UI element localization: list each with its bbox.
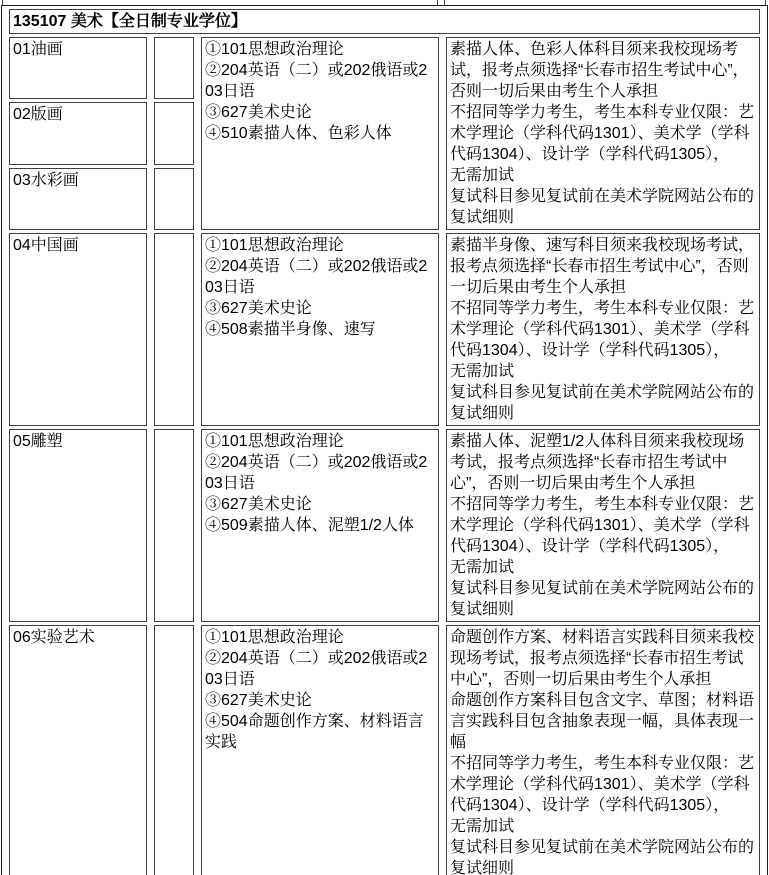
remark-paragraph: 命题创作方案科目包含文字、草图；材料语言实践科目包含抽象表现一幅，具体表现一幅 <box>450 692 755 751</box>
remarks-cell <box>446 37 760 230</box>
program-cell: 06实验艺术 <box>9 625 147 875</box>
exam-subject-line: ③627美术史论 <box>205 104 312 121</box>
table-row <box>9 37 760 99</box>
border-tick <box>444 0 445 5</box>
border-tick <box>437 0 438 5</box>
table-row <box>9 429 760 622</box>
remark-paragraph: 不招同等学力考生，考生本科专业仅限：艺术学理论（学科代码1301）、美术学（学科代码1304）、设计学（学科代码1305）， <box>450 104 755 163</box>
exam-subject-line: ①101思想政治理论 <box>205 629 344 646</box>
exam-subjects-cell <box>201 625 439 875</box>
remarks-cell <box>446 233 760 426</box>
exam-subjects-cell <box>201 429 439 622</box>
empty-cell <box>154 168 194 230</box>
empty-cell <box>154 625 194 875</box>
empty-cell <box>154 233 194 426</box>
remark-paragraph: 不招同等学力考生，考生本科专业仅限：艺术学理论（学科代码1301）、美术学（学科代码1304）、设计学（学科代码1305）， <box>450 755 755 814</box>
exam-subject-line: ①101思想政治理论 <box>205 433 344 450</box>
program-cell: 03水彩画 <box>9 168 147 230</box>
exam-subject-line: ④510素描人体、色彩人体 <box>205 125 392 142</box>
empty-cell <box>154 429 194 622</box>
exam-subject-line: ①101思想政治理论 <box>205 41 344 58</box>
border-tick <box>765 0 766 5</box>
previous-row-clipped-border <box>0 0 769 5</box>
remark-paragraph: 不招同等学力考生，考生本科专业仅限：艺术学理论（学科代码1301）、美术学（学科代码1304）、设计学（学科代码1305）， <box>450 300 755 359</box>
table-row <box>9 625 760 875</box>
exam-subjects-cell <box>201 233 439 426</box>
border-tick <box>2 0 3 5</box>
admissions-table <box>1 5 768 875</box>
table-row <box>9 233 760 426</box>
exam-subjects-cell <box>201 37 439 230</box>
program-cell: 04中国画 <box>9 233 147 426</box>
remark-paragraph: 素描人体、泥塑1/2人体科目须来我校现场考试，报考点须选择“长春市招生考试中心”，否则一切后果由考生个人承担 <box>450 433 745 492</box>
remark-paragraph: 不招同等学力考生，考生本科专业仅限：艺术学理论（学科代码1301）、美术学（学科代码1304）、设计学（学科代码1305）， <box>450 496 755 555</box>
exam-subject-line: ②204英语（二）或202俄语或203日语 <box>205 650 428 688</box>
remark-paragraph: 复试科目参见复试前在美术学院网站公布的复试细则 <box>450 188 755 226</box>
program-group-title: 135107 美术【全日制专业学位】 <box>9 9 760 34</box>
program-cell: 02版画 <box>9 102 147 164</box>
remark-paragraph: 素描半身像、速写科目须来我校现场考试，报考点须选择“长春市招生考试中心”，否则一切后果由考生个人承担 <box>450 237 755 296</box>
exam-subject-line: ③627美术史论 <box>205 692 312 709</box>
remark-paragraph: 无需加试 <box>450 167 515 184</box>
remark-paragraph: 命题创作方案、材料语言实践科目须来我校现场考试，报考点须选择“长春市招生考试中心”，否则一切后果由考生个人承担 <box>450 629 755 688</box>
exam-subject-line: ②204英语（二）或202俄语或203日语 <box>205 454 428 492</box>
empty-cell <box>154 37 194 99</box>
remark-paragraph: 复试科目参见复试前在美术学院网站公布的复试细则 <box>450 384 755 422</box>
program-cell: 05雕塑 <box>9 429 147 622</box>
exam-subject-line: ②204英语（二）或202俄语或203日语 <box>205 62 428 100</box>
exam-subject-line: ③627美术史论 <box>205 496 312 513</box>
program-cell: 01油画 <box>9 37 147 99</box>
remark-paragraph: 素描人体、色彩人体科目须来我校现场考试，报考点须选择“长春市招生考试中心”，否则一切后果由考生个人承担 <box>450 41 749 100</box>
exam-subject-line: ④509素描人体、泥塑1/2人体 <box>205 517 414 534</box>
exam-subject-line: ②204英语（二）或202俄语或203日语 <box>205 258 428 296</box>
remark-paragraph: 复试科目参见复试前在美术学院网站公布的复试细则 <box>450 839 755 875</box>
remark-paragraph: 无需加试 <box>450 559 515 576</box>
exam-subject-line: ④508素描半身像、速写 <box>205 321 376 338</box>
remark-paragraph: 无需加试 <box>450 363 515 380</box>
remarks-cell <box>446 429 760 622</box>
table-header-row <box>9 9 760 34</box>
remark-paragraph: 无需加试 <box>450 818 515 835</box>
remark-paragraph: 复试科目参见复试前在美术学院网站公布的复试细则 <box>450 580 755 618</box>
exam-subject-line: ①101思想政治理论 <box>205 237 344 254</box>
exam-subject-line: ③627美术史论 <box>205 300 312 317</box>
exam-subject-line: ④504命题创作方案、材料语言实践 <box>205 713 424 751</box>
empty-cell <box>154 102 194 164</box>
remarks-cell <box>446 625 760 875</box>
